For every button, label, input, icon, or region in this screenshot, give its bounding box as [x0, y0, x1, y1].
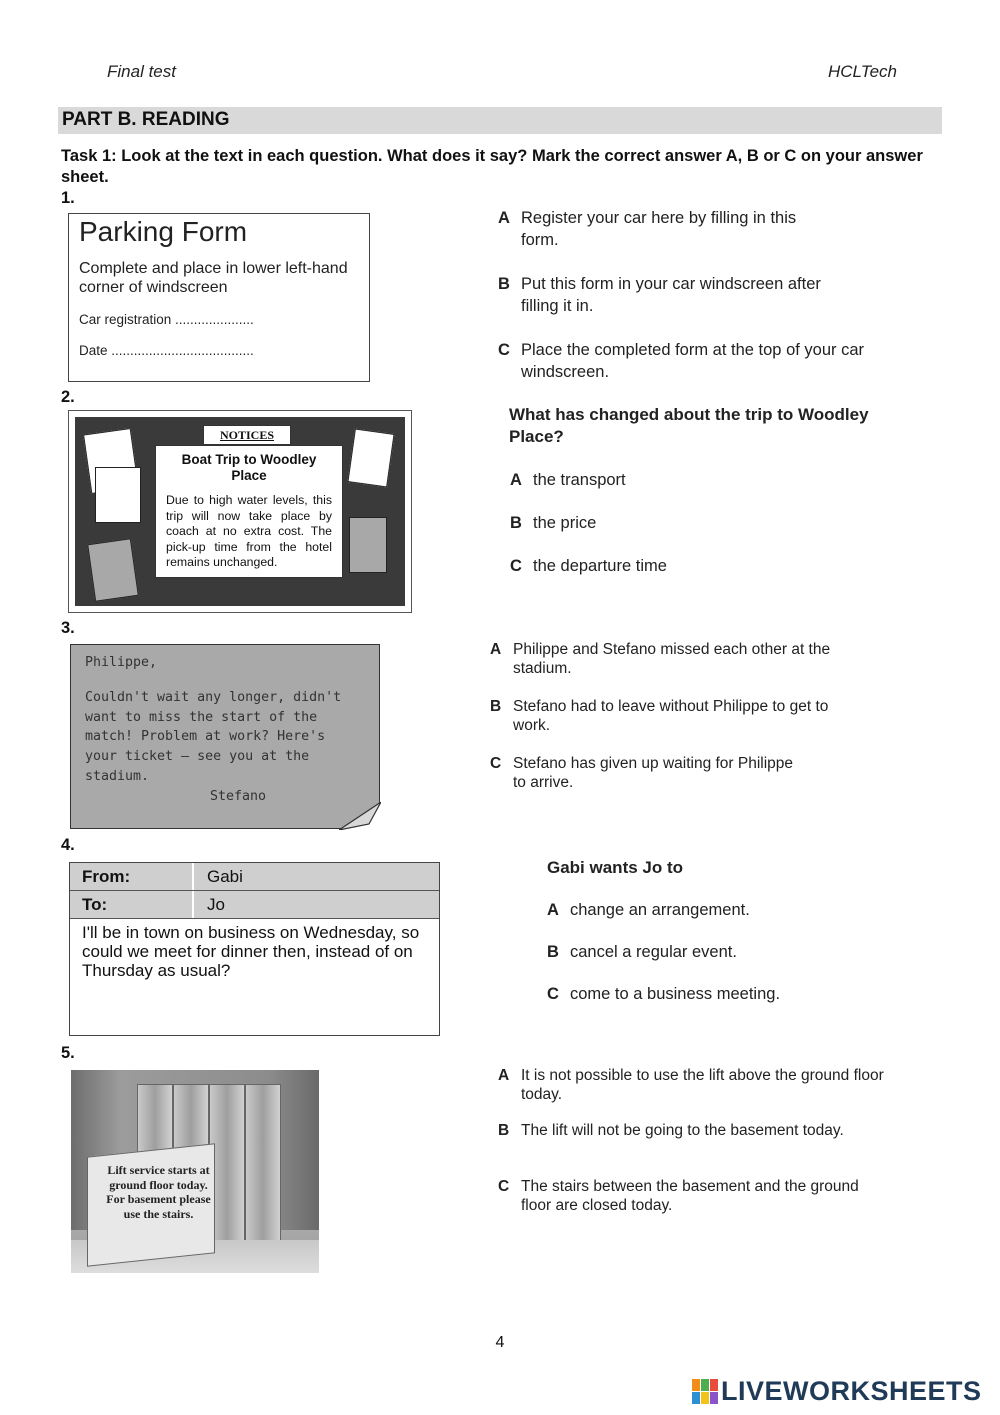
parking-form-field-registration: Car registration ..................... — [79, 312, 254, 327]
option-letter: C — [547, 985, 559, 1003]
q4-option-a[interactable] — [547, 899, 867, 921]
lift-photo — [71, 1070, 319, 1273]
option-text: Stefano has given up waiting for Philippe to arrive. — [513, 755, 794, 791]
lift-sign-text: Lift service starts at ground floor today. For basement please use the stairs. — [106, 1163, 211, 1221]
from-label: From: — [82, 866, 131, 886]
to-label: To: — [82, 894, 108, 914]
option-text: cancel a regular event. — [570, 943, 737, 961]
option-letter: A — [490, 641, 502, 658]
parking-form-subtitle: Complete and place in lower left-hand corner of windscreen — [79, 260, 348, 296]
option-text: come to a business meeting. — [570, 985, 781, 1003]
q3-option-c[interactable] — [490, 754, 800, 792]
option-text: Place the completed form at the top of your car windscreen. — [521, 341, 865, 381]
option-letter: B — [498, 275, 510, 293]
note-greeting: Philippe, — [85, 655, 158, 670]
notice-board — [68, 410, 412, 613]
lift-door — [245, 1084, 281, 1254]
q3-option-a[interactable] — [490, 640, 860, 678]
parking-form-field-date: Date ...................................... — [79, 343, 254, 358]
q5-option-c[interactable] — [498, 1177, 878, 1215]
task-instruction: Task 1: Look at the text in each question. What does it say? Mark the correct answer A, B or C on your answer sheet. — [61, 147, 923, 186]
note-line: want to miss the start of the — [85, 709, 318, 725]
pinned-paper — [349, 517, 387, 573]
page-number: 4 — [495, 1334, 505, 1351]
q5-option-a[interactable] — [498, 1066, 888, 1104]
notice-body: Due to high water levels, this trip will now take place by coach at no extra cost. The pick-up time from the hotel remains unchanged. — [166, 493, 332, 569]
option-letter: B — [510, 514, 522, 532]
option-text: Philippe and Stefano missed each other at the stadium. — [513, 641, 831, 677]
option-letter: A — [498, 209, 510, 227]
header-left: Final test — [107, 62, 176, 81]
option-letter: B — [498, 1122, 510, 1139]
q1-option-a[interactable] — [498, 207, 838, 251]
q5-option-b[interactable] — [498, 1121, 888, 1140]
liveworksheets-logo[interactable] — [692, 1376, 982, 1406]
notices-tag: NOTICES — [203, 425, 291, 445]
note-line: your ticket – see you at the — [85, 749, 310, 765]
notice-card — [155, 445, 343, 578]
option-text: change an arrangement. — [570, 901, 750, 919]
question-number-1: 1. — [61, 189, 75, 207]
q1-option-c[interactable] — [498, 339, 878, 383]
message-body: I'll be in town on business on Wednesday, so could we meet for dinner then, instead of on Thursday as usual? — [82, 923, 420, 980]
option-letter: A — [547, 901, 559, 919]
pinned-paper — [87, 538, 139, 602]
pinned-paper — [347, 428, 394, 487]
handwritten-note — [70, 644, 380, 829]
option-text: Put this form in your car windscreen after filling it in. — [521, 275, 821, 315]
page-curl-icon — [339, 802, 381, 830]
option-text: Register your car here by filling in this form. — [521, 209, 797, 249]
option-letter: A — [510, 471, 522, 489]
option-letter: B — [547, 943, 559, 961]
option-text: The lift will not be going to the basement today. — [521, 1122, 844, 1139]
q4-option-b[interactable] — [547, 941, 867, 963]
brand-wordmark: LIVEWORKSHEETS — [721, 1375, 982, 1406]
option-text: Stefano had to leave without Philippe to get to work. — [513, 698, 829, 734]
q2-question: What has changed about the trip to Woodley Place? — [509, 405, 869, 446]
q4-option-c[interactable] — [547, 983, 877, 1005]
brand-icon — [692, 1379, 718, 1404]
question-number-5: 5. — [61, 1044, 75, 1062]
q3-option-b[interactable] — [490, 697, 840, 735]
note-line: Couldn't wait any longer, didn't — [85, 689, 342, 705]
part-title: PART B. READING — [62, 109, 230, 130]
option-text: the transport — [533, 471, 626, 489]
parking-form — [68, 213, 370, 382]
question-number-2: 2. — [61, 388, 75, 406]
option-letter: B — [490, 698, 502, 715]
note-line: stadium. — [85, 768, 150, 784]
option-text: The stairs between the basement and the ground floor are closed today. — [521, 1178, 859, 1214]
option-letter: A — [498, 1067, 510, 1084]
option-text: It is not possible to use the lift above the ground floor today. — [521, 1067, 884, 1103]
q2-option-a[interactable] — [510, 469, 810, 491]
q2-option-b[interactable] — [510, 512, 810, 534]
option-text: the price — [533, 514, 597, 532]
option-letter: C — [490, 755, 502, 772]
message-card — [69, 862, 440, 1036]
message-from-row — [70, 863, 439, 891]
option-letter: C — [498, 1178, 510, 1195]
option-letter: C — [498, 341, 510, 359]
from-value: Gabi — [192, 863, 439, 890]
option-text: the departure time — [533, 557, 667, 575]
q1-option-b[interactable] — [498, 273, 858, 317]
to-value: Jo — [192, 891, 439, 918]
question-number-3: 3. — [61, 619, 75, 637]
q4-question: Gabi wants Jo to — [547, 858, 684, 877]
note-line: match! Problem at work? Here's — [85, 729, 326, 745]
message-to-row — [70, 891, 439, 919]
question-number-4: 4. — [61, 836, 75, 854]
header-right: HCLTech — [828, 62, 897, 81]
parking-form-title: Parking Form — [79, 216, 248, 247]
pinned-paper — [95, 467, 141, 523]
notice-heading: Boat Trip to Woodley Place — [181, 452, 317, 483]
option-letter: C — [510, 557, 522, 575]
note-signature: Stefano — [210, 788, 267, 804]
q2-option-c[interactable] — [510, 555, 810, 577]
